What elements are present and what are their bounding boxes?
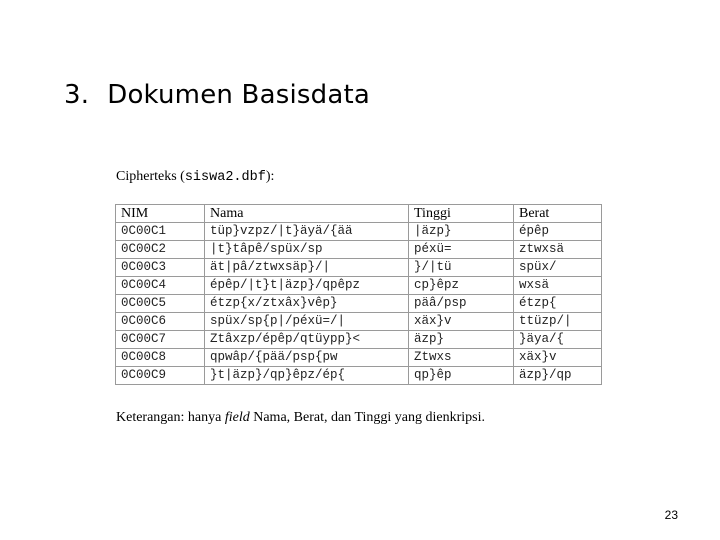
cell-nama: qpwâp/{pää/psp{pw	[205, 349, 409, 367]
cell-berat: étzp{	[514, 295, 602, 313]
header-berat: Berat	[514, 205, 602, 223]
cell-tinggi: |äzp}	[409, 223, 514, 241]
cell-tinggi: äzp}	[409, 331, 514, 349]
cell-nama: }t|äzp}/qp}êpz/ép{	[205, 367, 409, 385]
page-number: 23	[664, 508, 678, 522]
header-tinggi: Tinggi	[409, 205, 514, 223]
cell-berat: ztwxsä	[514, 241, 602, 259]
cell-nama: étzp{x/ztxâx}vêp}	[205, 295, 409, 313]
cell-berat: épêp	[514, 223, 602, 241]
cell-berat: ttüzp/|	[514, 313, 602, 331]
table-row	[116, 313, 602, 331]
cell-nama: tüp}vzpz/|t}äyä/{ää	[205, 223, 409, 241]
cell-nim: 0C00C6	[116, 313, 205, 331]
cell-nim: 0C00C7	[116, 331, 205, 349]
cell-berat: äzp}/qp	[514, 367, 602, 385]
table-row	[116, 277, 602, 295]
table-row	[116, 259, 602, 277]
cell-tinggi: péxü=	[409, 241, 514, 259]
cell-nama: |t}tâpê/spüx/sp	[205, 241, 409, 259]
header-nim: NIM	[116, 205, 205, 223]
note-emphasis: field	[224, 410, 250, 425]
table-row	[116, 331, 602, 349]
table-header-row	[116, 205, 602, 223]
caption-suffix: ):	[265, 169, 275, 184]
section-title: Dokumen Basisdata	[107, 80, 370, 110]
cell-nim: 0C00C9	[116, 367, 205, 385]
note-after: Nama, Berat, dan Tinggi yang dienkripsi.	[249, 410, 485, 425]
note-before: Keterangan: hanya	[116, 410, 225, 425]
cell-tinggi: qp}êp	[409, 367, 514, 385]
cell-tinggi: päâ/psp	[409, 295, 514, 313]
table-row	[116, 241, 602, 259]
section-number: 3.	[64, 80, 90, 110]
caption-filename: siswa2.dbf	[184, 170, 266, 185]
cell-tinggi: xäx}v	[409, 313, 514, 331]
table-row	[116, 223, 602, 241]
cell-nim: 0C00C1	[116, 223, 205, 241]
cell-nama: spüx/sp{p|/péxü=/|	[205, 313, 409, 331]
cell-nim: 0C00C8	[116, 349, 205, 367]
cell-tinggi: cp}êpz	[409, 277, 514, 295]
cell-berat: spüx/	[514, 259, 602, 277]
cell-nama: épêp/|t}t|äzp}/qpêpz	[205, 277, 409, 295]
cell-nim: 0C00C4	[116, 277, 205, 295]
caption-prefix: Cipherteks (	[116, 169, 185, 184]
cell-berat: }äya/{	[514, 331, 602, 349]
cell-nim: 0C00C3	[116, 259, 205, 277]
cell-berat: wxsä	[514, 277, 602, 295]
slide-title	[64, 80, 370, 110]
header-nama: Nama	[205, 205, 409, 223]
table-note	[116, 410, 485, 426]
cell-nama: ät|pâ/ztwxsäp}/|	[205, 259, 409, 277]
cell-nama: Ztâxzp/épêp/qtüypp}<	[205, 331, 409, 349]
table-row	[116, 349, 602, 367]
figure-caption	[116, 169, 274, 185]
cell-nim: 0C00C2	[116, 241, 205, 259]
cell-tinggi: }/|tü	[409, 259, 514, 277]
ciphertext-table	[115, 204, 602, 385]
cell-tinggi: Ztwxs	[409, 349, 514, 367]
table-row	[116, 367, 602, 385]
cell-berat: xäx}v	[514, 349, 602, 367]
cell-nim: 0C00C5	[116, 295, 205, 313]
table-row	[116, 295, 602, 313]
